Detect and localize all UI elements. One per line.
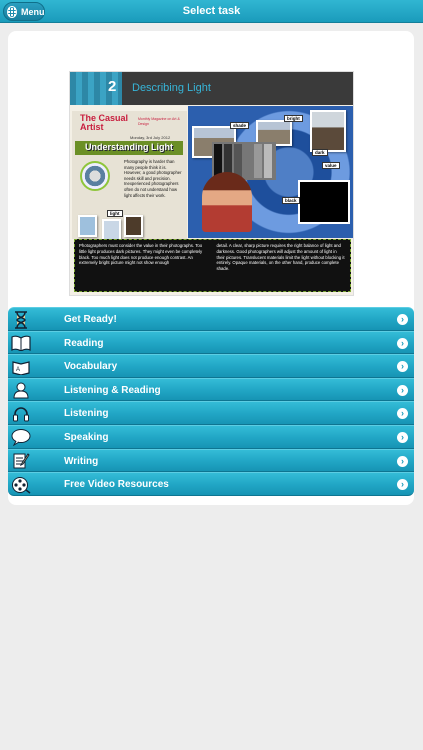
unit-header [70, 72, 354, 105]
vocabulary-book-icon [11, 357, 31, 376]
camera-lens-image [80, 161, 110, 191]
magazine-date: Monday, 3rd July 2012 [130, 135, 171, 140]
task-list [8, 307, 414, 496]
headphones-icon [11, 404, 31, 423]
svg-text:A: A [16, 366, 21, 373]
task-get-ready[interactable]: Get Ready! › [8, 307, 414, 331]
chevron-right-icon: › [397, 361, 408, 372]
chevron-right-icon: › [397, 385, 408, 396]
label-bright: bright [284, 115, 303, 122]
intro-paragraph: Photography is harder than many people think it is. However, a good photographer needs skill and precision. Inexperienced photographers often do not understand how light affects their work. [124, 159, 182, 198]
listening-reading-icon [11, 381, 31, 400]
unit-title: Describing Light [132, 82, 211, 94]
notepad-pencil-icon [11, 452, 31, 471]
book-icon [11, 334, 31, 353]
chevron-right-icon: › [397, 314, 408, 325]
woman-with-telescope-image [202, 172, 252, 232]
lesson-page-preview [69, 71, 354, 296]
page-title: Select task [182, 5, 241, 17]
house-photo-dark [310, 110, 346, 152]
label-light: light [107, 210, 123, 217]
chevron-right-icon: › [397, 408, 408, 419]
top-bar [0, 0, 423, 23]
speech-bubble-icon [11, 428, 31, 447]
chevron-right-icon: › [397, 432, 408, 443]
task-vocabulary[interactable]: A Vocabulary › [8, 354, 414, 378]
panel-text-left: Photographers must consider the value in their photographs. Too little light produces dark pictures. They might even be completely black. Too much light does not produce enough contrast. An extremely bright picture might not show enough [79, 243, 203, 266]
label-shade: shade [230, 122, 249, 129]
task-reading[interactable]: Reading › [8, 331, 414, 355]
label-black: black [282, 197, 300, 204]
chevron-right-icon: › [397, 456, 408, 467]
hourglass-icon [11, 310, 31, 329]
unit-number: 2 [108, 78, 117, 95]
magazine-banner: Understanding Light [75, 141, 183, 155]
magazine-subtitle: Monthly Magazine on Art & Design [138, 117, 180, 126]
label-dark: dark [312, 149, 328, 156]
task-listening-reading[interactable]: Listening & Reading › [8, 378, 414, 402]
task-listening[interactable]: Listening › [8, 401, 414, 425]
label-value: value [322, 162, 340, 169]
film-reel-icon [11, 475, 31, 494]
task-speaking[interactable]: Speaking › [8, 425, 414, 449]
chevron-right-icon: › [397, 338, 408, 349]
chevron-right-icon: › [397, 479, 408, 490]
task-writing[interactable]: Writing › [8, 449, 414, 473]
menu-button-label: Menu [21, 6, 45, 17]
black-square-image [298, 180, 350, 224]
panel-text-right: detail. A clear, sharp picture requires the right balance of light and darkness. Good photographers will adjust the amount of light in their pictures. Translucent materials limit the light without blocking it entirely. Opaque materials, on the other hand, produce complete shade. [216, 243, 345, 272]
magazine-name: The Casual Artist [80, 113, 129, 132]
task-free-video-resources[interactable]: Free Video Resources › [8, 472, 414, 496]
lesson-text-panel [74, 239, 351, 292]
